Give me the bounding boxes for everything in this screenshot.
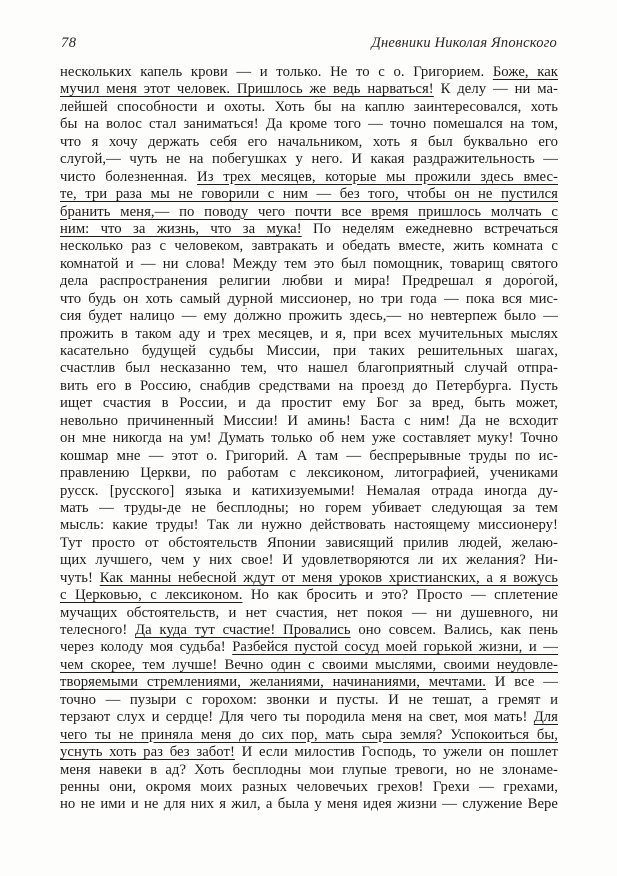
text-line bbox=[60, 221, 558, 238]
text-line bbox=[60, 151, 558, 168]
underlined-text: Для bbox=[533, 709, 558, 726]
text-segment: меня навеки в ад? Хоть бесплодны мои глупые тревоги, но не злонаме- bbox=[60, 761, 558, 778]
page-number: 78 bbox=[61, 35, 77, 51]
text-segment: И все — bbox=[485, 674, 558, 691]
text-line bbox=[60, 64, 558, 81]
text-segment: слугой,— чуть не на побегушках у него. И какая раздражительность — bbox=[60, 151, 558, 168]
text-line bbox=[60, 395, 558, 412]
text-segment: через колоду моя судьба! bbox=[60, 639, 233, 656]
text-segment: что будь он хоть самый дурной миссионер, но три года — пока вся мис- bbox=[60, 290, 558, 307]
text-segment: дела распространения религии любви и мира! Предрешал я доро́гой, bbox=[60, 273, 558, 290]
underlined-text: чего ты не приняла меня до сих пор, мать сыра земля? Успокоиться бы, bbox=[60, 726, 558, 743]
text-line bbox=[60, 674, 558, 691]
text-line bbox=[60, 169, 558, 186]
text-line bbox=[60, 99, 558, 116]
text-segment: мучащих обстоятельств, и нет счастия, нет покоя — ни душевного, ни bbox=[60, 604, 558, 621]
text-segment: телесного! bbox=[60, 622, 136, 638]
page-header bbox=[61, 35, 557, 52]
text-segment: но не ими и не для них я жил, а была у меня идея жизни — служение Вере bbox=[60, 796, 558, 813]
text-segment: вить его в Россию, снабдив средствами на проезд до Петербурга. Пусть bbox=[60, 377, 558, 394]
text-line bbox=[60, 570, 558, 587]
text-segment: невольно причиненный Миссии! И аминь! Баста с ним! Да не всходит bbox=[60, 412, 558, 429]
underlined-text: творяемыми стремлениями, желаниями, начинаниями, мечтами. bbox=[60, 674, 486, 691]
text-line bbox=[60, 744, 558, 761]
underlined-text: те, три раза мы не говорили с ним — без того, чтобы он не пустился bbox=[60, 186, 558, 203]
text-line bbox=[60, 378, 558, 395]
text-line bbox=[60, 639, 558, 656]
text-line bbox=[60, 308, 558, 325]
underlined-text: Разбейся пустой сосуд моей горькой жизни, и — bbox=[232, 639, 558, 656]
text-segment: чисто болезненная. bbox=[60, 168, 198, 185]
text-segment: точно — пузыри с горохом: звонки и пусты. И не тешат, а гремят и bbox=[60, 691, 558, 708]
text-line bbox=[60, 273, 558, 290]
text-segment: оно совсем. Вались, как пень bbox=[350, 622, 558, 638]
text-line bbox=[60, 326, 558, 343]
text-segment: сия будет налицо — ему до́лжно прожить здесь,— но невтерпеж было — bbox=[60, 308, 558, 325]
text-line bbox=[60, 692, 558, 709]
text-segment: чуть! bbox=[60, 569, 100, 586]
text-line bbox=[60, 256, 558, 273]
text-line bbox=[60, 448, 558, 465]
text-line bbox=[60, 622, 558, 639]
text-segment: ренны они, окромя моих разных человечьих грехов! Грехи — грехами, bbox=[60, 778, 558, 795]
underlined-text: бранить меня,— по поводу чего почти все время пришлось молчать с bbox=[60, 203, 558, 220]
body-text bbox=[60, 64, 558, 814]
text-line bbox=[60, 587, 558, 604]
text-segment: касательно будущей судьбы Миссии, при таких решительных шагах, bbox=[60, 343, 558, 359]
text-line bbox=[60, 605, 558, 622]
text-line bbox=[60, 762, 558, 779]
text-segment: несколько раз с человеком, завтракать и обедать вместе, жить комната с bbox=[60, 238, 558, 255]
underlined-text: чем скорее, тем лучше! Вечно один с своими мыслями, своими неудовле- bbox=[60, 656, 558, 673]
underlined-text: мучил меня этот человек. Пришлось же ведь нарваться! bbox=[60, 81, 434, 98]
underlined-text: Боже, как bbox=[492, 64, 558, 80]
text-segment: ищет счастия в России, и да простит ему Бог за вред, быть может, bbox=[60, 395, 558, 412]
text-segment: нескольких капель крови — и только. Не то с о. Григорием. bbox=[60, 64, 493, 80]
text-segment: мысль: какие труды! Так ли нужно действовать настоящему миссионеру! bbox=[60, 517, 558, 534]
text-segment: щих лучшего, чем у них свое! И удовлетворяются ли их желания? Ни- bbox=[60, 552, 558, 569]
text-line bbox=[60, 727, 558, 744]
text-segment: русск. [русского] языка и катихизуемыми! Немалая отрада иногда ду- bbox=[60, 482, 558, 499]
text-line bbox=[60, 483, 558, 500]
text-line bbox=[60, 535, 558, 552]
underlined-text: ним: что за жизнь, что за мука! bbox=[60, 220, 302, 237]
underlined-text: Как манны небесной ждут от меня уроков христианских, а я вожусь bbox=[99, 569, 558, 586]
text-segment: Но как бросить и это? Просто — сплетение bbox=[242, 587, 558, 604]
text-segment: он мне никогда на ум! Думать только об нем уже составляет муку! Точно bbox=[60, 430, 558, 447]
text-line bbox=[60, 413, 558, 430]
text-line bbox=[60, 238, 558, 255]
underlined-text: уснуть хоть раз без забот! bbox=[60, 744, 235, 761]
text-segment: лейшей способности и охоты. Хоть бы на каплю заинтересовался, хоть bbox=[60, 98, 558, 115]
text-segment: Тут просто от обстоятельств Японии зависящий прилив людей, желаю- bbox=[60, 534, 558, 551]
underlined-text: Из трех месяцев, которые мы прожили здесь вмес- bbox=[197, 168, 558, 185]
text-segment: прожить в таком аду и трех месяцев, и я, при всех мучительных мыслях bbox=[60, 325, 558, 342]
text-line bbox=[60, 134, 558, 151]
text-segment: терзают слух и сердце! Для чего ты породила меня на свет, моя мать! bbox=[60, 709, 534, 726]
text-line bbox=[60, 81, 558, 98]
text-segment: По неделям ежедневно встречаться bbox=[301, 220, 558, 237]
text-line bbox=[60, 796, 558, 813]
text-segment: кошмар мне — этот о. Григорий. А там — беспрерывные труды по ис- bbox=[60, 447, 558, 464]
running-title: Дневники Николая Японского bbox=[371, 35, 557, 51]
text-line bbox=[60, 204, 558, 221]
text-line bbox=[60, 779, 558, 796]
text-segment: правлению Церкви, по работам с лексиконом, литографией, учениками bbox=[60, 465, 558, 482]
text-line bbox=[60, 430, 558, 447]
text-line bbox=[60, 186, 558, 203]
text-segment: мать — труды-де не бесплодны; но горем убивает следующая за тем bbox=[60, 499, 558, 516]
text-line bbox=[60, 343, 558, 360]
text-line bbox=[60, 291, 558, 308]
text-segment: К делу — ни ма- bbox=[433, 81, 558, 98]
text-line bbox=[60, 657, 558, 674]
text-line bbox=[60, 552, 558, 569]
text-line bbox=[60, 465, 558, 482]
text-line bbox=[60, 709, 558, 726]
text-line bbox=[60, 500, 558, 517]
text-line bbox=[60, 116, 558, 133]
text-segment: бы на волос стал заниматься! Да кроме того — точно помешался на том, bbox=[60, 116, 558, 133]
underlined-text: Да куда тут счастие! Провались bbox=[135, 622, 351, 638]
text-line bbox=[60, 517, 558, 534]
text-line bbox=[60, 360, 558, 377]
text-segment: счастлив был несказанно тем, что нашел благоприятный случай отпра- bbox=[60, 360, 558, 377]
text-segment: И если милостив Господь, то ужели он пошлет bbox=[234, 744, 558, 761]
text-segment: что я хочу держать себя его начальником, хоть я был буквально его bbox=[60, 133, 558, 150]
underlined-text: с Церковью, с лексиконом. bbox=[60, 587, 243, 604]
text-segment: комнатой и — ни слова! Между тем это был помощник, товарищ святого bbox=[60, 255, 558, 272]
